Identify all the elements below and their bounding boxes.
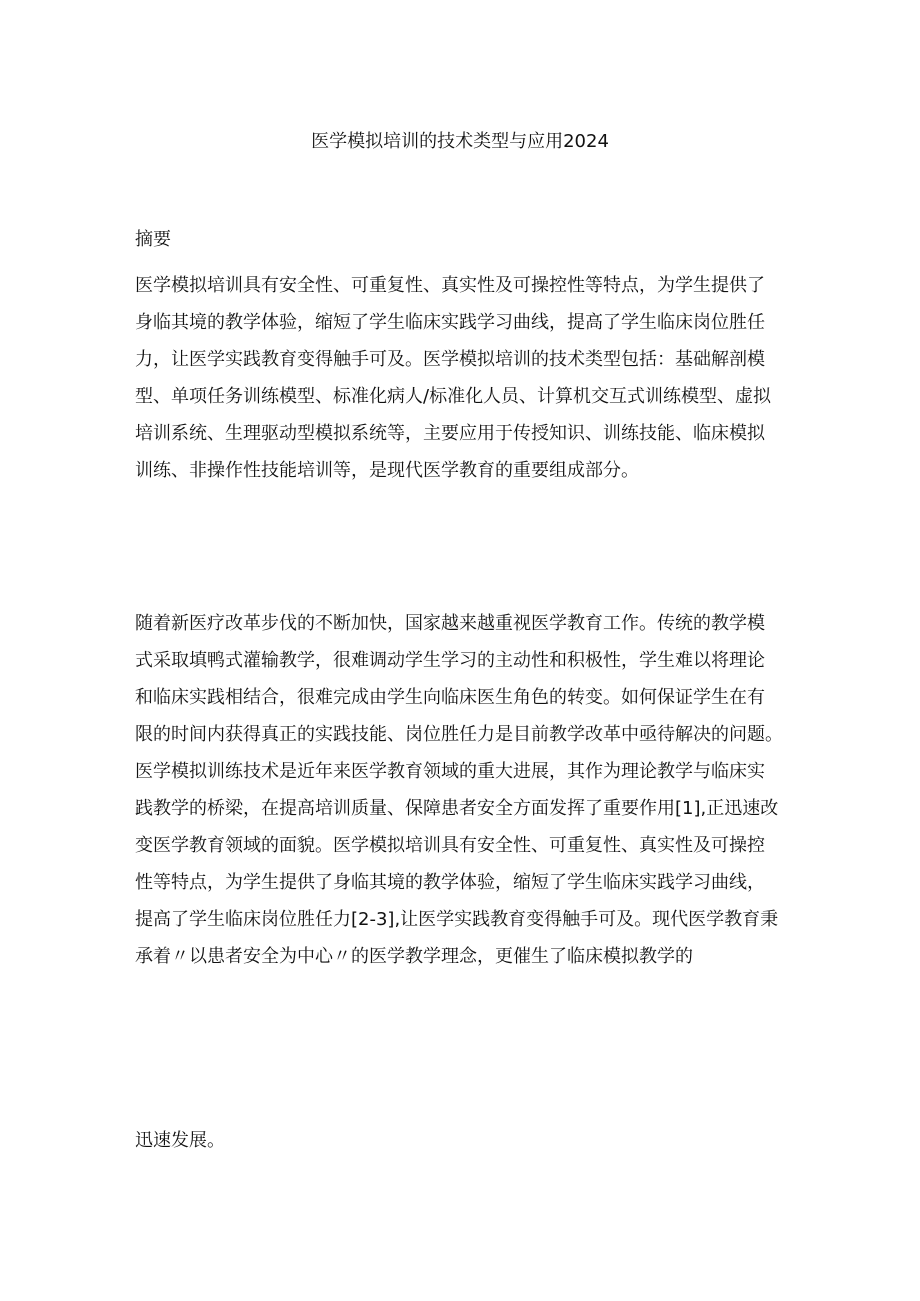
- paragraph-line: 力，让医学实践教育变得触手可及。医学模拟培训的技术类型包括：基础解剖模: [135, 349, 765, 370]
- paragraph-line: 践教学的桥梁，在提高培训质量、保障患者安全方面发挥了重要作用[1],正迅速改: [135, 798, 779, 819]
- paragraph-line: 性等特点，为学生提供了身临其境的教学体验，缩短了学生临床实践学习曲线，: [135, 872, 765, 893]
- paragraph-line: 随着新医疗改革步伐的不断加快，国家越来越重视医学教育工作。传统的教学模: [135, 613, 765, 634]
- paragraph-line: 式采取填鸭式灌输教学，很难调动学生学习的主动性和积极性，学生难以将理论: [135, 650, 765, 671]
- paragraph-line: 训练、非操作性技能培训等，是现代医学教育的重要组成部分。: [135, 460, 639, 481]
- abstract-heading: 摘要: [135, 229, 171, 250]
- abstract-paragraph: [135, 267, 795, 489]
- paragraph-line: 限的时间内获得真正的实践技能、岗位胜任力是目前教学改革中亟待解决的问题。: [135, 724, 783, 745]
- paragraph-line: 身临其境的教学体验，缩短了学生临床实践学习曲线，提高了学生临床岗位胜任: [135, 312, 765, 333]
- paragraph-line: 承着〃以患者安全为中心〃的医学教学理念，更催生了临床模拟教学的: [135, 946, 693, 967]
- document-title: 医学模拟培训的技术类型与应用2024: [311, 131, 609, 152]
- body-paragraph: [135, 605, 795, 975]
- closing-paragraph: [135, 1122, 795, 1159]
- paragraph-line: 医学模拟培训具有安全性、可重复性、真实性及可操控性等特点，为学生提供了: [135, 275, 765, 296]
- paragraph-line: 提高了学生临床岗位胜任力[2-3],让医学实践教育变得触手可及。现代医学教育秉: [135, 909, 779, 930]
- paragraph-line: 医学模拟训练技术是近年来医学教育领域的重大进展，其作为理论教学与临床实: [135, 761, 765, 782]
- paragraph-line: 型、单项任务训练模型、标准化病人/标准化人员、计算机交互式训练模型、虚拟: [135, 386, 772, 407]
- paragraph-line: 迅速发展。: [135, 1130, 225, 1151]
- paragraph-line: 和临床实践相结合，很难完成由学生向临床医生角色的转变。如何保证学生在有: [135, 687, 765, 708]
- paragraph-line: 培训系统、生理驱动型模拟系统等，主要应用于传授知识、训练技能、临床模拟: [135, 423, 765, 444]
- paragraph-line: 变医学教育领域的面貌。医学模拟培训具有安全性、可重复性、真实性及可操控: [135, 835, 765, 856]
